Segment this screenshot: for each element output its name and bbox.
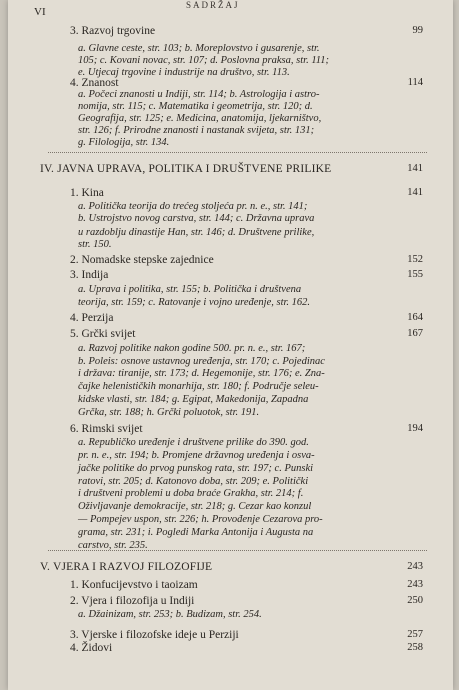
section-text: IV. JAVNA UPRAVA, POLITIKA I DRUŠTVENE PRILIKE bbox=[40, 163, 332, 175]
sub-text: teorija, str. 159; c. Ratovanje i vojno uređenje, str. 162. bbox=[78, 297, 311, 308]
item-text: 6. Rimski svijet bbox=[70, 423, 143, 435]
toc-subentries bbox=[8, 487, 453, 501]
sub-text: e. Utjecaj trgovine i industrije na društvo, str. 113. bbox=[78, 67, 290, 78]
toc-item bbox=[8, 628, 453, 642]
toc-subentries bbox=[8, 526, 453, 540]
book-page bbox=[8, 0, 453, 690]
sub-text: a. Džainizam, str. 253; b. Budizam, str. 254. bbox=[78, 609, 262, 620]
sub-text: str. 126; f. Prirodne znanosti i nastanak svijeta, str. 131; bbox=[78, 125, 315, 136]
item-text: 4. Perzija bbox=[70, 312, 114, 324]
sub-text: a. Republičko uređenje i društvene prilike do 390. god. bbox=[78, 437, 309, 448]
item-text: 4. Znanost bbox=[70, 77, 119, 89]
toc-subentries bbox=[8, 406, 453, 420]
section-divider bbox=[48, 550, 427, 551]
item-text: 1. Kina bbox=[70, 187, 104, 199]
toc-subentries bbox=[8, 393, 453, 407]
sub-text: a. Počeci znanosti u Indiji, str. 114; b. Astrologija i astro- bbox=[78, 89, 320, 100]
sub-text: Geografija, str. 125; e. Medicina, anatomija, ljekarništvo, bbox=[78, 113, 322, 124]
page-ref: 167 bbox=[407, 328, 423, 339]
toc-subentries bbox=[8, 238, 453, 252]
sub-text: carstvo, str. 235. bbox=[78, 540, 148, 551]
page-ref: 141 bbox=[407, 187, 423, 198]
item-text: 3. Indija bbox=[70, 269, 109, 281]
sub-text: a. Uprava i politika, str. 155; b. Politička i društvena bbox=[78, 284, 302, 295]
page-ref: 243 bbox=[407, 561, 423, 572]
sub-text: b. Poleis: osnove ustavnog uređenja, str. 170; c. Pojedinac bbox=[78, 356, 325, 367]
sub-text: nomija, str. 115; c. Matematika i geometrija, str. 120; d. bbox=[78, 101, 313, 112]
sub-text: kidske vlasti, str. 184; g. Egipat, Makedonija, Zapadna bbox=[78, 394, 309, 405]
page-ref: 258 bbox=[407, 642, 423, 653]
toc-item bbox=[8, 578, 453, 592]
page-number: VI bbox=[34, 6, 46, 18]
sub-text: u razdoblju dinastije Han, str. 146; d. Društvene prilike, bbox=[78, 227, 315, 238]
item-text: 2. Nomadske stepske zajednice bbox=[70, 254, 214, 266]
sub-text: a. Razvoj politike nakon godine 500. pr. n. e., str. 167; bbox=[78, 343, 306, 354]
toc-item bbox=[8, 327, 453, 341]
toc-subentries bbox=[8, 380, 453, 394]
sub-text: Oživljavanje demokracije, str. 218; g. Cezar kao konzul bbox=[78, 501, 312, 512]
page-ref: 99 bbox=[412, 25, 423, 36]
item-text: 3. Razvoj trgovine bbox=[70, 25, 156, 37]
sub-text: a. Glavne ceste, str. 103; b. Moreplovstvo i gusarenje, str. bbox=[78, 43, 320, 54]
item-text: 2. Vjera i filozofija u Indiji bbox=[70, 595, 195, 607]
toc-subentries bbox=[8, 296, 453, 310]
sub-text: — Pompejev uspon, str. 226; h. Provođenje Cezarova pro- bbox=[78, 514, 323, 525]
page-ref: 155 bbox=[407, 269, 423, 280]
toc-item bbox=[8, 253, 453, 267]
item-text: 1. Konfucijevstvo i taoizam bbox=[70, 579, 198, 591]
toc-subentries bbox=[8, 136, 453, 150]
toc-subentries bbox=[8, 513, 453, 527]
page-ref: 141 bbox=[407, 163, 423, 174]
sub-text: i društveni problemi u doba braće Grakha, str. 214; f. bbox=[78, 488, 304, 499]
toc-item bbox=[8, 311, 453, 325]
section-divider bbox=[48, 152, 427, 153]
sub-text: Grčka, str. 188; h. Grčki poluotok, str. 191. bbox=[78, 407, 260, 418]
toc-subentries bbox=[8, 436, 453, 450]
toc-item bbox=[8, 594, 453, 608]
sub-text: grama, str. 231; i. Pogledi Marka Antonija i Augusta na bbox=[78, 527, 314, 538]
sub-text: čajke helenističkih monarhija, str. 180; f. Područje seleu- bbox=[78, 381, 319, 392]
toc-subentries bbox=[8, 212, 453, 226]
toc-item bbox=[8, 268, 453, 282]
toc-section bbox=[8, 162, 453, 176]
toc-item bbox=[8, 186, 453, 200]
toc-item bbox=[8, 24, 453, 38]
page-ref: 257 bbox=[407, 629, 423, 640]
toc-subentries bbox=[8, 462, 453, 476]
sub-text: b. Ustrojstvo novog carstva, str. 144; c. Državna uprava bbox=[78, 213, 315, 224]
sub-text: g. Filologija, str. 134. bbox=[78, 137, 170, 148]
toc-subentries bbox=[8, 283, 453, 297]
item-text: 3. Vjerske i filozofske ideje u Perziji bbox=[70, 629, 239, 641]
item-text: 4. Židovi bbox=[70, 642, 113, 654]
toc-subentries bbox=[8, 608, 453, 622]
section-text: V. VJERA I RAZVOJ FILOZOFIJE bbox=[40, 561, 213, 573]
sub-text: a. Politička teorija do trećeg stoljeća pr. n. e., str. 141; bbox=[78, 201, 308, 212]
sub-text: jačke politike do prvog punskog rata, str. 197; c. Punski bbox=[78, 463, 314, 474]
sub-text: i država: tiranije, str. 173; d. Hegemonije, str. 176; e. Zna- bbox=[78, 368, 325, 379]
page-ref: 152 bbox=[407, 254, 423, 265]
toc-item bbox=[8, 641, 453, 655]
running-title: SADRŽAJ bbox=[186, 0, 240, 10]
toc-item bbox=[8, 422, 453, 436]
toc-subentries bbox=[8, 449, 453, 463]
sub-text: 105; c. Kovani novac, str. 107; d. Poslovna praksa, str. 111; bbox=[78, 55, 330, 66]
page-ref: 250 bbox=[407, 595, 423, 606]
toc-subentries bbox=[8, 500, 453, 514]
page-ref: 114 bbox=[407, 77, 423, 88]
sub-text: ratovi, str. 205; d. Katonovo doba, str. 209; e. Politički bbox=[78, 476, 309, 487]
page-ref: 194 bbox=[407, 423, 423, 434]
toc-subentries bbox=[8, 342, 453, 356]
sub-text: pr. n. e., str. 194; b. Promjene državnog uređenja i osva- bbox=[78, 450, 315, 461]
page-ref: 243 bbox=[407, 579, 423, 590]
toc-section bbox=[8, 560, 453, 574]
toc-subentries bbox=[8, 367, 453, 381]
item-text: 5. Grčki svijet bbox=[70, 328, 136, 340]
page-ref: 164 bbox=[407, 312, 423, 323]
sub-text: str. 150. bbox=[78, 239, 112, 250]
